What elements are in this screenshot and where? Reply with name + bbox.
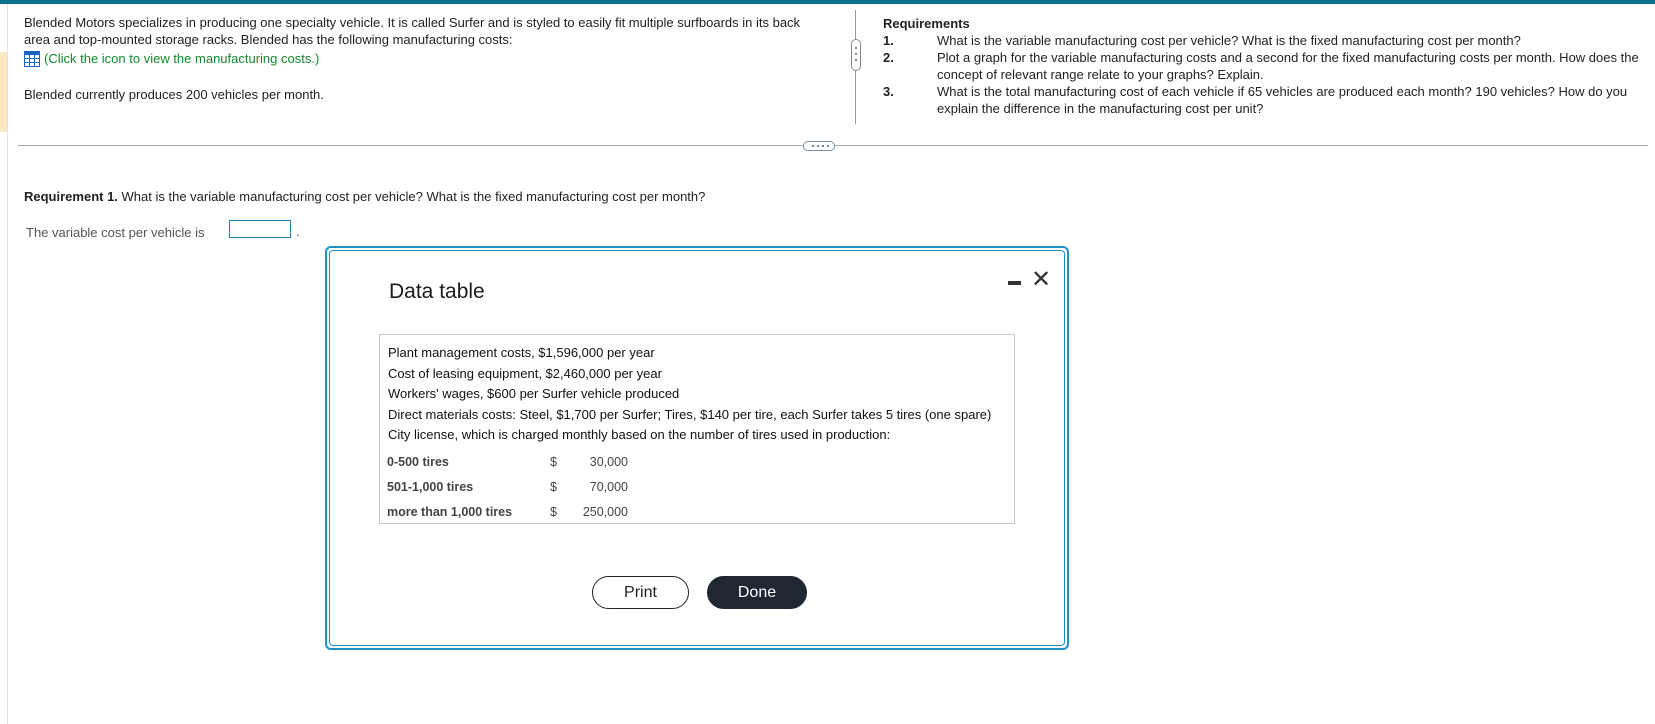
requirement-number: 2. — [883, 50, 894, 65]
print-button[interactable]: Print — [592, 576, 689, 609]
problem-paragraph: Blended Motors specializes in producing one specialty vehicle. It is called Surfer and is styled to easily fit multiple surfboards in its back area and top-mounted storage racks. Blended has the following manufacturing costs: — [24, 15, 801, 47]
license-tier-row — [388, 475, 1006, 500]
requirements-panel — [883, 15, 1643, 117]
dialog-title: Data table — [389, 280, 485, 303]
tier-value: 250,000 — [582, 504, 628, 519]
data-table-icon[interactable] — [24, 51, 40, 67]
requirement-item — [883, 32, 1643, 49]
tier-value: 30,000 — [589, 454, 628, 469]
done-button[interactable]: Done — [707, 576, 807, 609]
variable-cost-input[interactable] — [229, 220, 291, 238]
cost-line: Direct materials costs: Steel, $1,700 per Surfer; Tires, $140 per tire, each Surfer takes 5 tires (one spare) — [388, 406, 992, 422]
horizontal-resize-handle[interactable] — [803, 141, 835, 151]
requirement-item — [883, 83, 1643, 117]
requirement-text: What is the total manufacturing cost of each vehicle if 65 vehicles are produced each month? 190 vehicles? How do you explain the difference in the manufacturing cost per unit? — [937, 84, 1628, 116]
view-costs-link-text[interactable]: (Click the icon to view the manufacturing costs.) — [44, 51, 320, 66]
license-tier-row — [388, 450, 1006, 475]
requirement-1-label: Requirement 1. — [24, 189, 118, 204]
production-statement: Blended currently produces 200 vehicles per month. — [24, 87, 324, 102]
tier-value: 70,000 — [589, 479, 628, 494]
answer-suffix: . — [296, 224, 300, 239]
data-table-dialog — [325, 246, 1069, 650]
tier-currency: $ — [550, 479, 557, 494]
tier-currency: $ — [550, 454, 557, 469]
license-tier-row — [388, 500, 1006, 525]
requirement-number: 1. — [883, 33, 894, 48]
tier-label: more than 1,000 tires — [387, 504, 513, 519]
cost-line: Cost of leasing equipment, $2,460,000 per year — [388, 365, 662, 381]
requirement-text: What is the variable manufacturing cost per vehicle? What is the fixed manufacturing cost per month? — [937, 33, 1521, 48]
cost-line: Workers' wages, $600 per Surfer vehicle produced — [388, 386, 680, 401]
requirements-heading: Requirements — [883, 16, 970, 31]
requirement-1-text: What is the variable manufacturing cost per vehicle? What is the fixed manufacturing cost per month? — [117, 189, 706, 204]
requirement-1-question — [24, 189, 705, 204]
variable-cost-prompt: The variable cost per vehicle is — [26, 225, 205, 240]
problem-statement — [24, 14, 824, 67]
tier-currency: $ — [550, 504, 557, 519]
cost-line: City license, which is charged monthly based on the number of tires used in production: — [388, 427, 891, 442]
vertical-resize-handle[interactable] — [851, 39, 861, 71]
view-costs-link[interactable] — [24, 50, 824, 67]
requirement-item — [883, 49, 1643, 83]
cost-line: Plant management costs, $1,596,000 per year — [388, 345, 655, 360]
requirement-number: 3. — [883, 84, 894, 99]
minimize-icon[interactable] — [1004, 275, 1026, 289]
cost-data-table — [379, 334, 1015, 524]
left-rule — [7, 4, 8, 724]
close-icon[interactable]: ✕ — [1030, 266, 1052, 293]
left-accent — [0, 52, 7, 132]
requirement-text: Plot a graph for the variable manufacturing costs and a second for the fixed manufacturing costs per month. How does the concept of relevant range relate to your graphs? Explain. — [937, 50, 1639, 82]
tier-label: 0-500 tires — [387, 454, 449, 469]
tier-label: 501-1,000 tires — [387, 479, 474, 494]
top-accent-bar — [0, 0, 1655, 4]
